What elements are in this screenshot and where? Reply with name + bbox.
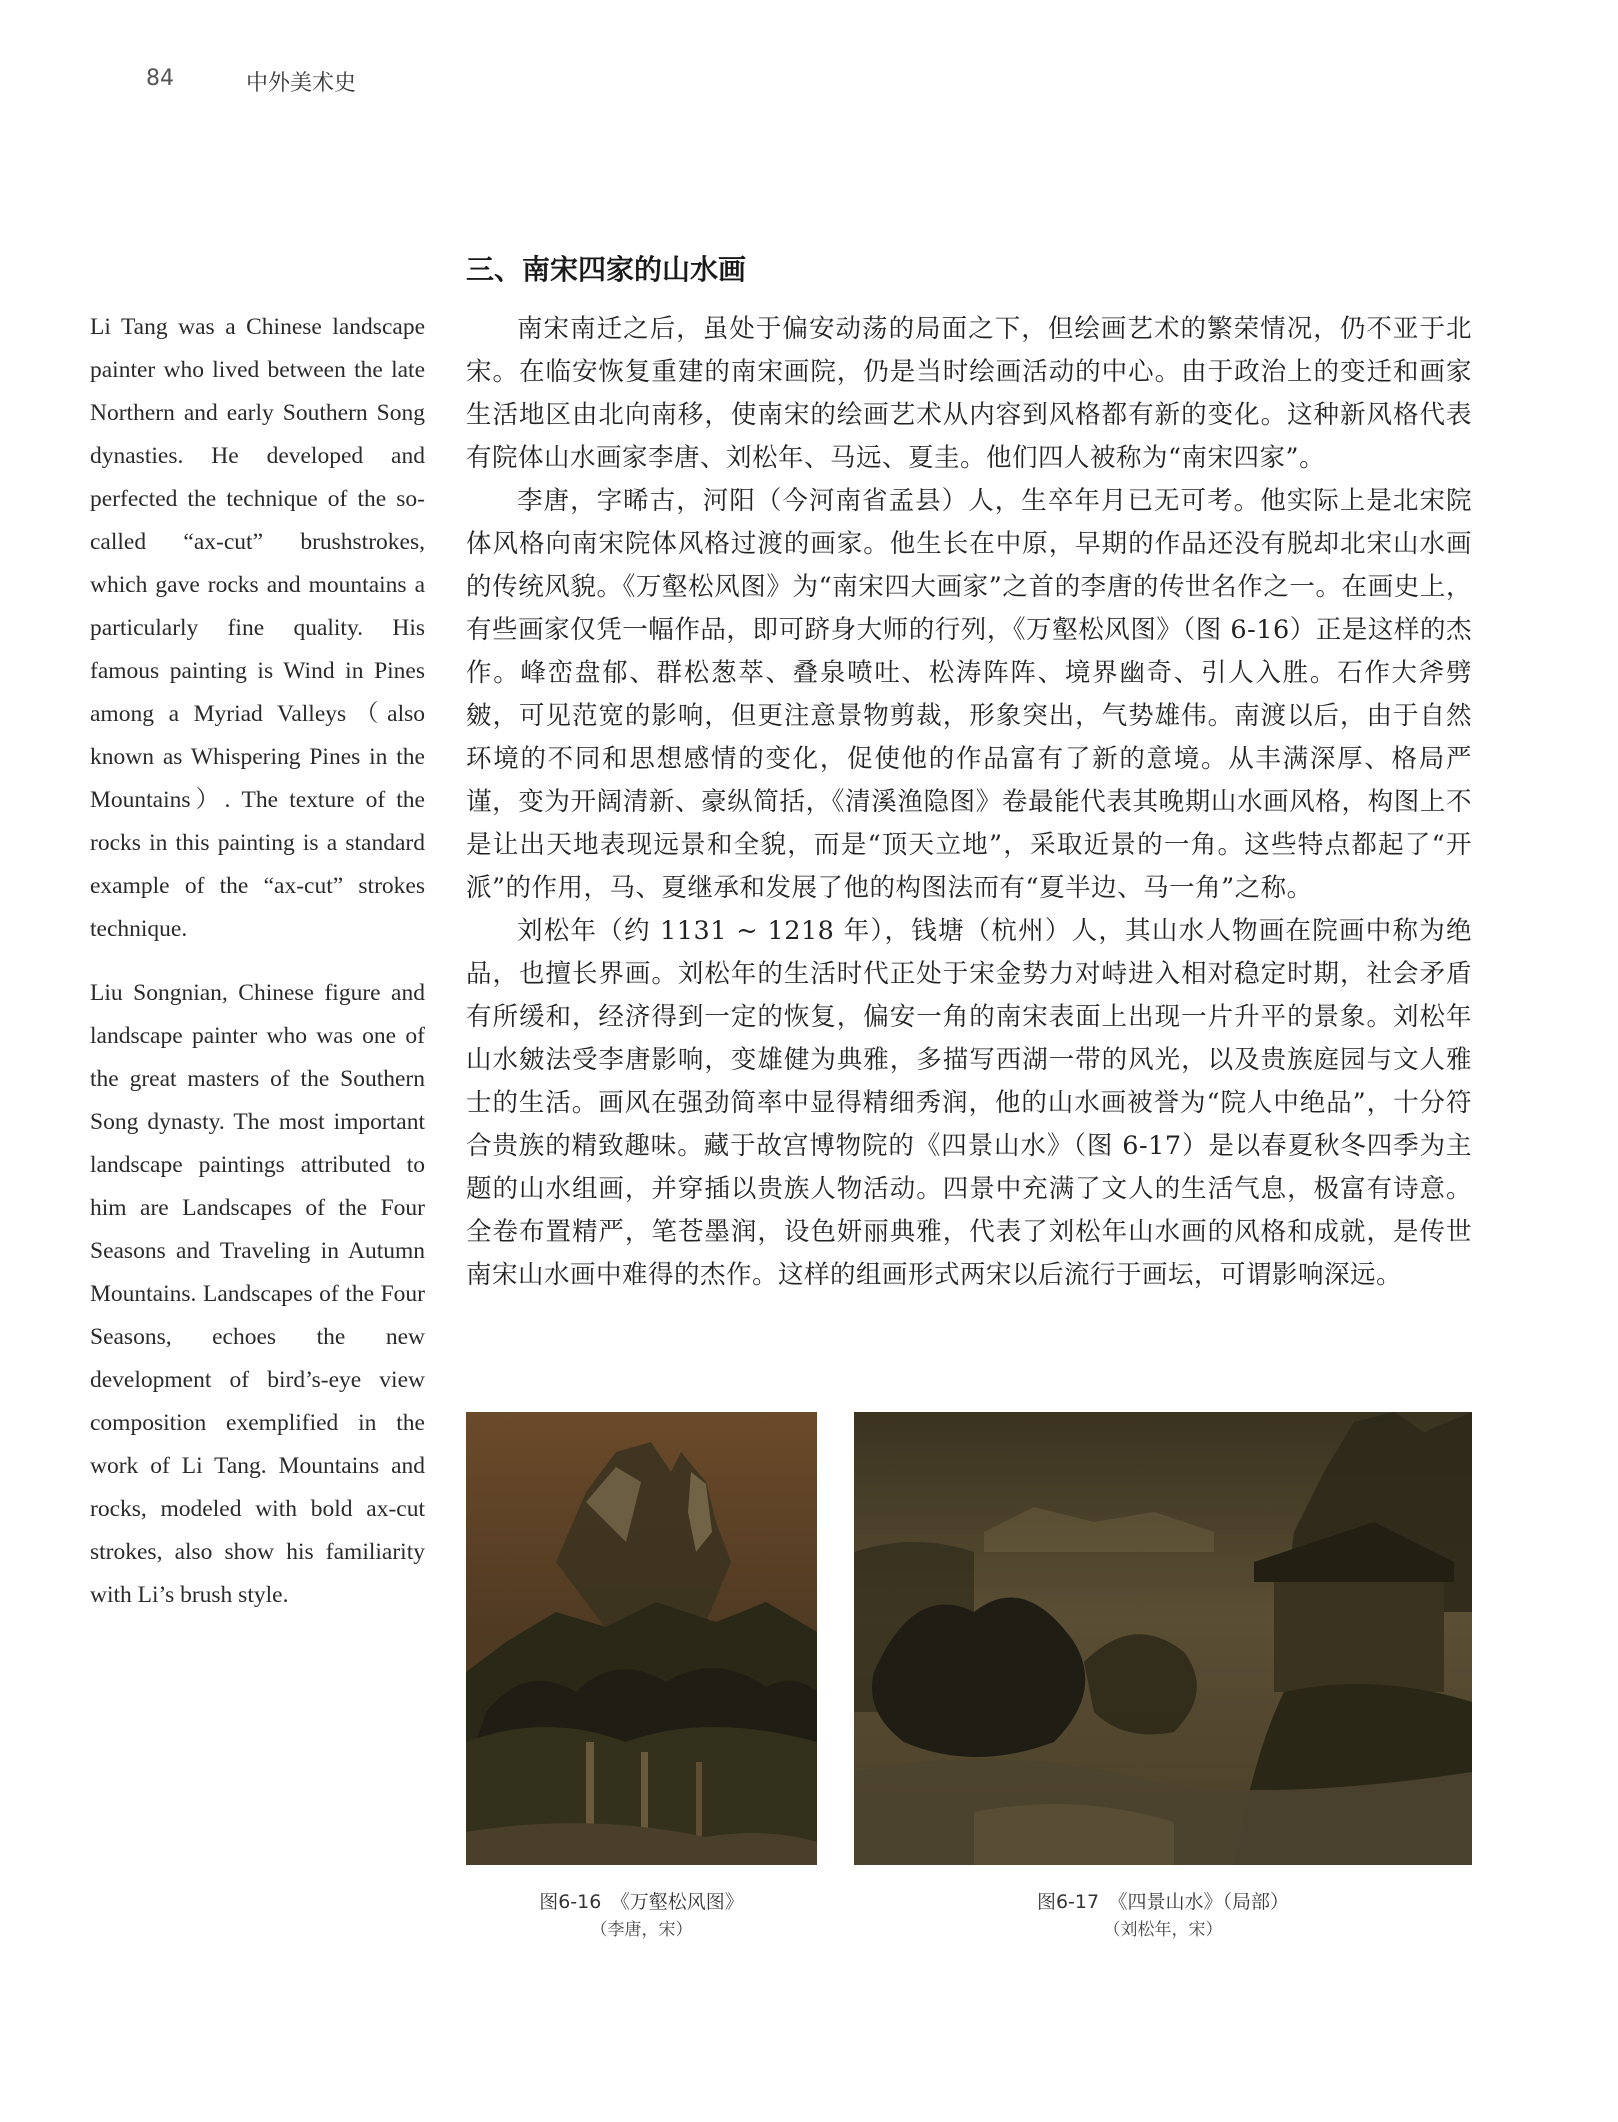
main-body-text bbox=[466, 308, 1472, 1297]
book-title: 中外美术史 bbox=[246, 71, 357, 96]
section-heading: 三、南宋四家的山水画 bbox=[466, 253, 747, 286]
caption-title: 图6-17 《四景山水》（局部） bbox=[1036, 1891, 1290, 1913]
figure-6-17 bbox=[854, 1412, 1472, 1940]
caption-credit: （刘松年，宋） bbox=[1103, 1920, 1223, 1940]
caption-title: 图6-16 《万壑松风图》 bbox=[539, 1891, 744, 1913]
figure-6-16-caption bbox=[466, 1887, 817, 1940]
sidebar-paragraph-liu-songnian: Liu Songnian, Chinese figure and landscape painter who was one of the great masters of the Southern Song dynasty. The most important landscape paintings attributed to him are Landscapes of the Four Seasons and Traveling in Autumn Mountains. Landscapes of the Four Seasons, echoes the new development of bird’s-eye view composition exemplified in the work of Li Tang. Mountains and rocks, modeled with bold ax-cut strokes, also show his familiarity with Li’s brush style. bbox=[90, 980, 425, 1608]
english-sidebar bbox=[90, 306, 425, 1638]
body-paragraph-liu-songnian: 刘松年（约 1131 ~ 1218 年），钱塘（杭州）人，其山水人物画在院画中称为绝品，也擅长界画。刘松年的生活时代正处于宋金势力对峙进入相对稳定时期，社会矛盾有所缓和，经济得到一定的恢复，偏安一角的南宋表面上出现一片升平的景象。刘松年山水皴法受李唐影响，变雄健为典雅，多描写西湖一带的风光，以及贵族庭园与文人雅士的生活。画风在强劲简率中显得精细秀润，他的山水画被誉为“院人中绝品”，十分符合贵族的精致趣味。藏于故宫博物院的《四景山水》（图 6-17）是以春夏秋冬四季为主题的山水组画，并穿插以贵族人物活动。四景中充满了文人的生活气息，极富有诗意。全卷布置精严，笔苍墨润，设色妍丽典雅，代表了刘松年山水画的风格和成就，是传世南宋山水画中难得的杰作。这样的组画形式两宋以后流行于画坛，可谓影响深远。 bbox=[466, 916, 1472, 1290]
page-number: 84 bbox=[146, 66, 174, 91]
painting-four-seasons-image bbox=[854, 1412, 1472, 1865]
caption-credit: （李唐，宋） bbox=[590, 1920, 693, 1940]
body-paragraph-li-tang: 李唐，字晞古，河阳（今河南省孟县）人，生卒年月已无可考。他实际上是北宋院体风格向南宋院体风格过渡的画家。他生长在中原，早期的作品还没有脱却北宋山水画的传统风貌。《万壑松风图》为“南宋四大画家”之首的李唐的传世名作之一。在画史上，有些画家仅凭一幅作品，即可跻身大师的行列，《万壑松风图》（图 6-16）正是这样的杰作。峰峦盘郁、群松葱萃、叠泉喷吐、松涛阵阵、境界幽奇、引人入胜。石作大斧劈皴，可见范宽的影响，但更注意景物剪裁，形象突出，气势雄伟。南渡以后，由于自然环境的不同和思想感情的变化，促使他的作品富有了新的意境。从丰满深厚、格局严谨，变为开阔清新、豪纵简括，《清溪渔隐图》卷最能代表其晚期山水画风格，构图上不是让出天地表现远景和全貌，而是“顶天立地”，采取近景的一角。这些特点都起了“开派”的作用，马、夏继承和发展了他的构图法而有“夏半边、马一角”之称。 bbox=[466, 486, 1472, 903]
figure-6-16 bbox=[466, 1412, 817, 1940]
body-paragraph-intro: 南宋南迁之后，虽处于偏安动荡的局面之下，但绘画艺术的繁荣情况，仍不亚于北宋。在临安恢复重建的南宋画院，仍是当时绘画活动的中心。由于政治上的变迁和画家生活地区由北向南移，使南宋的绘画艺术从内容到风格都有新的变化。这种新风格代表有院体山水画家李唐、刘松年、马远、夏圭。他们四人被称为“南宋四家”。 bbox=[466, 314, 1472, 473]
sidebar-paragraph-li-tang: Li Tang was a Chinese landscape painter who lived between the late Northern and early Southern Song dynasties. He developed and perfected the technique of the so-called “ax-cut” brushstrokes, which gave rocks and mountains a particularly fine quality. His famous painting is Wind in Pines among a Myriad Valleys（also known as Whispering Pines in the Mountains）. The texture of the rocks in this painting is a standard example of the “ax-cut” strokes technique. bbox=[90, 314, 425, 942]
painting-wind-in-pines-image bbox=[466, 1412, 817, 1865]
figure-6-17-caption bbox=[854, 1887, 1472, 1940]
